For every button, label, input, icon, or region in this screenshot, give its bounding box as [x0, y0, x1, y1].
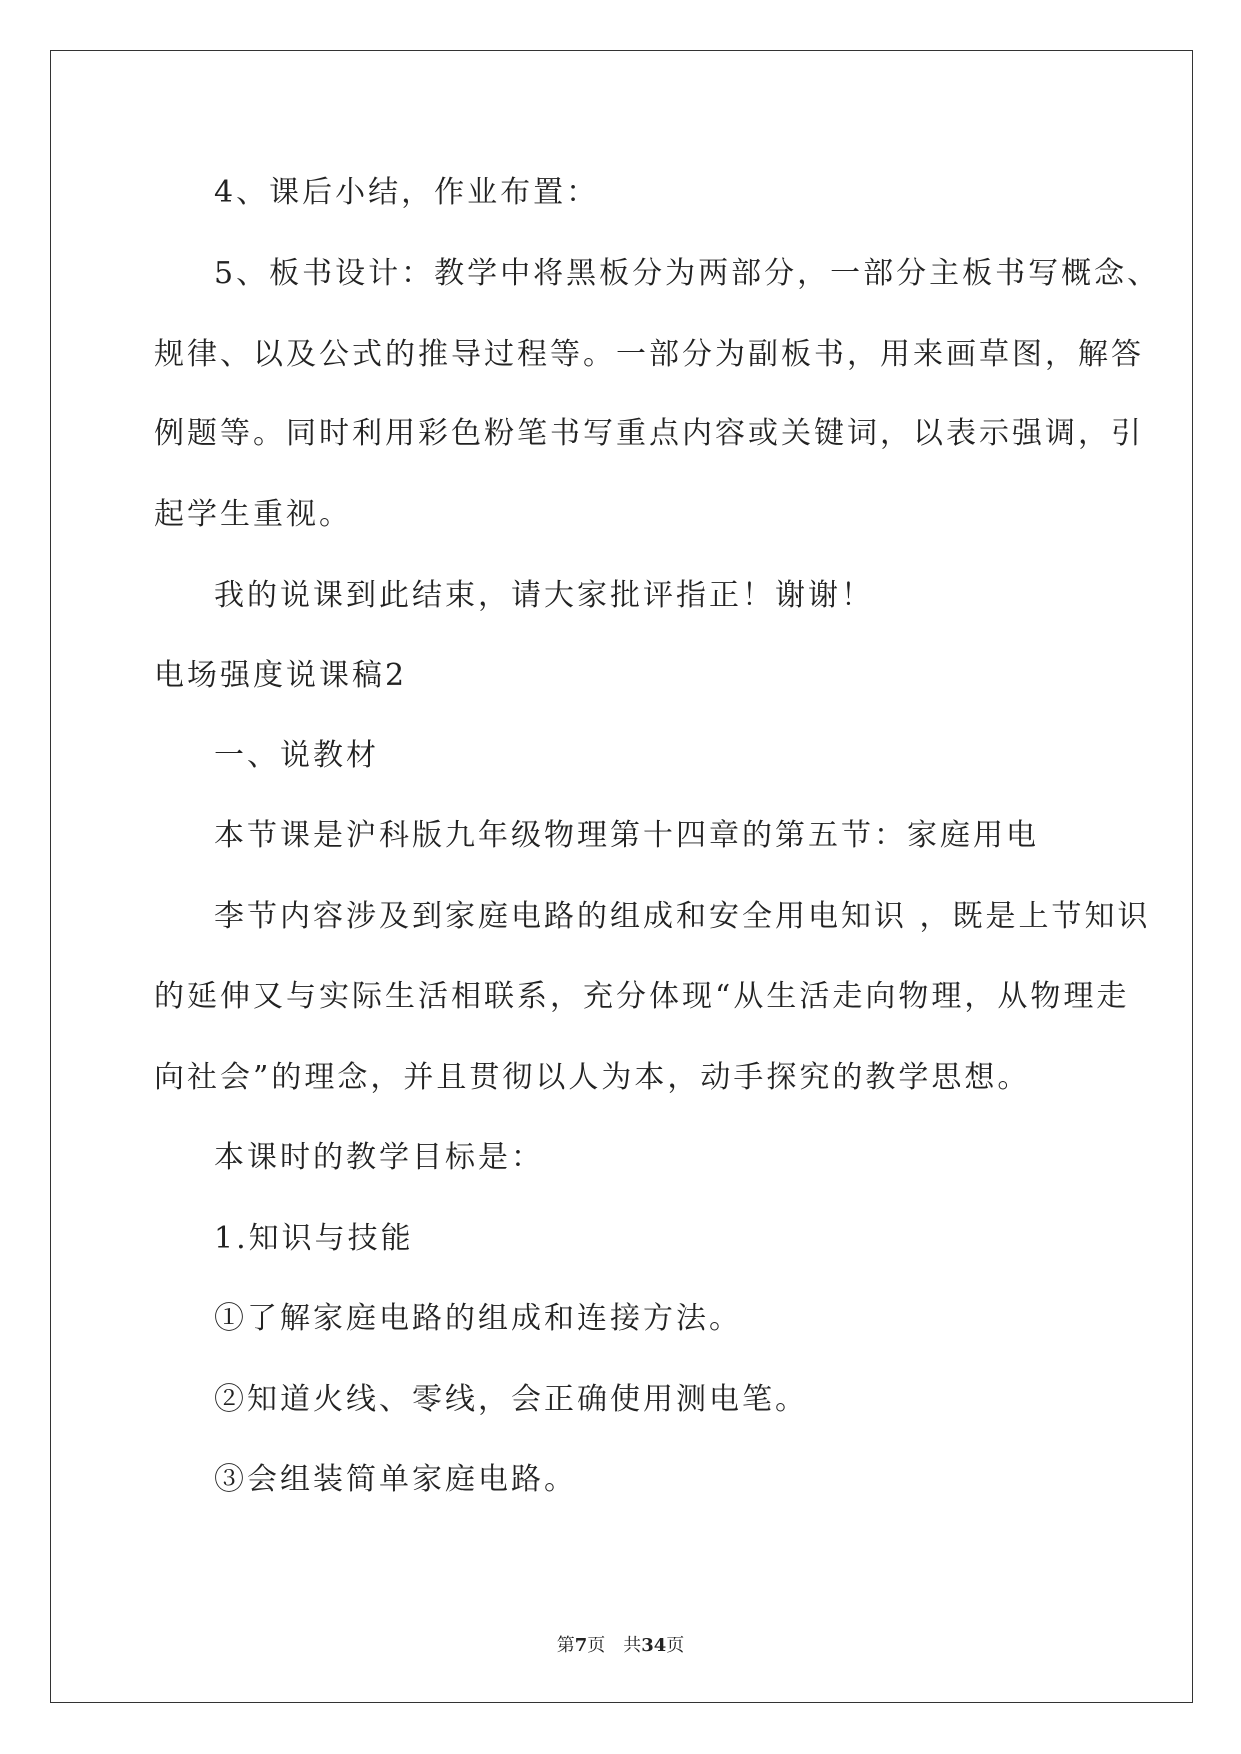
- page-prefix: 第: [556, 1635, 575, 1656]
- subsection-heading: 一、说教材: [214, 738, 379, 773]
- text-line: 4、课后小结，作业布置：: [214, 175, 600, 210]
- list-item: ①了解家庭电路的组成和连接方法。: [214, 1301, 742, 1336]
- text-line: 本节课是沪科版九年级物理第十四章的第五节：家庭用电: [214, 818, 1039, 853]
- text-line: 5、板书设计：教学中将黑板分为两部分，一部分主板书写概念、: [214, 256, 1161, 291]
- text-line: 李节内容涉及到家庭电路的组成和安全用电知识 ，既是上节知识: [214, 899, 1151, 934]
- page-border: [50, 50, 1193, 1703]
- text-line: 的延伸又与实际生活相联系，充分体现“从生活走向物理，从物理走: [154, 979, 1130, 1014]
- list-item: ②知道火线、零线，会正确使用测电笔。: [214, 1382, 808, 1417]
- text-line: 规律、以及公式的推导过程等。一部分为副板书，用来画草图，解答: [154, 337, 1144, 372]
- text-line: 例题等。同时利用彩色粉笔书写重点内容或关键词，以表示强调，引: [154, 416, 1144, 451]
- list-item: ③会组装简单家庭电路。: [214, 1462, 577, 1497]
- text-line: 起学生重视。: [154, 497, 352, 532]
- section-heading: 电场强度说课稿2: [154, 658, 408, 693]
- text-line: 向社会”的理念，并且贯彻以人为本，动手探究的教学思想。: [154, 1060, 1031, 1095]
- page-suffix: 页: [666, 1635, 685, 1656]
- page-footer: [0, 1635, 1241, 1657]
- text-line: 我的说课到此结束，请大家批评指正！谢谢！: [214, 578, 874, 613]
- page-mid: 页 共: [587, 1635, 642, 1656]
- text-line: 本课时的教学目标是：: [214, 1140, 544, 1175]
- page-total-number: 34: [641, 1635, 667, 1656]
- list-heading: 1.知识与技能: [214, 1221, 414, 1256]
- page-current-number: 7: [574, 1635, 588, 1656]
